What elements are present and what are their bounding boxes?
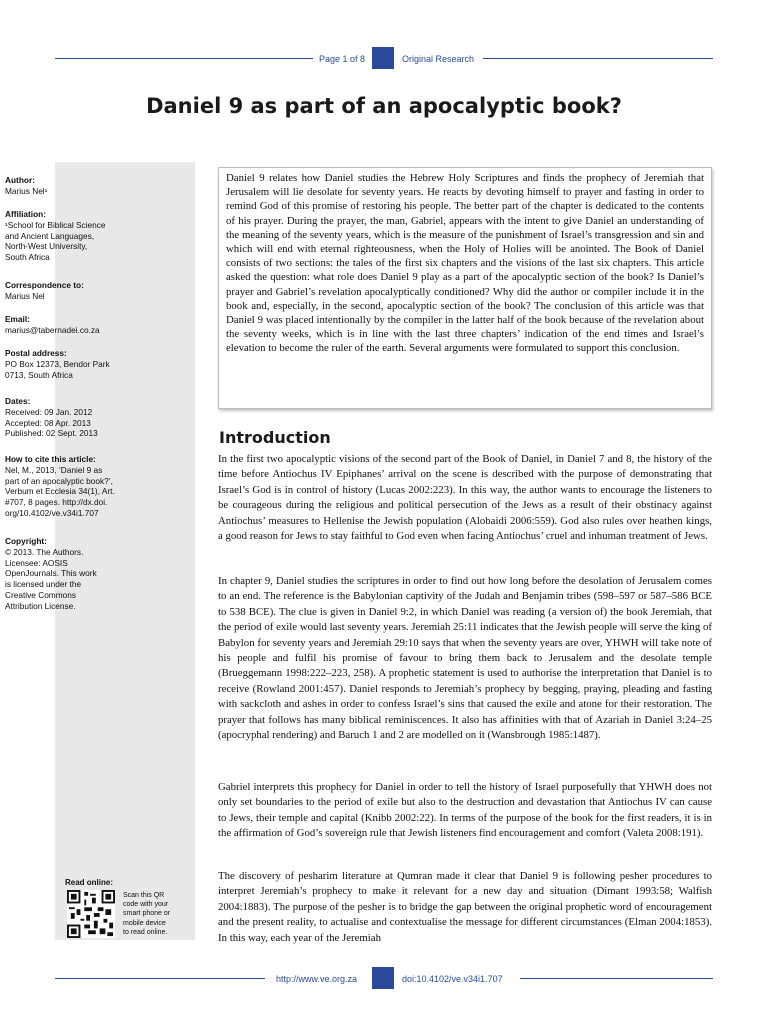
cite-block [5, 454, 137, 519]
email-link[interactable]: marius@tabernadei.co.za [5, 324, 100, 335]
author-block [5, 175, 137, 197]
affiliation-line: South Africa [5, 252, 50, 263]
abstract-text: Daniel 9 relates how Daniel studies the Hebrew Holy Scriptures and finds the prophecy of Jeremiah that Jerusalem will lie desolate for seventy years. He reacts by devoting himself to prayer and fasting in order to remind God of this promise of restoring his people. The better part of the chapter is dedicated to the contents of his prayer. During the prayer, the man, Gabriel, appears with the intent to give Daniel an understanding of the meaning of the seventy years, which is the measure of the punishment of Israel’s transgression and sin and which will end with eternal righteousness, when the Holy of Holies will be anointed. The Book of Daniel consists of two sections: the tales of the first six chapters and the visions of the last six chapters. This article asked the question: what role does Daniel 9 play as a part of the apocalyptic section of the book? Is Daniel’s prayer and Gabriel’s revelation apocalyptically conditioned? Why did the author or compiler include it in the book and, especially, in the second, apocalyptic section of the book? The conclusion of this article was that Daniel 9 was placed intentionally by the compiler in the latter half of the book because of the revelation about the seventy weeks, which is in line with the last three chapters’ indication of the end times and Israel’s elevation to become the ruler of the earth. Several arguments were formulated to support this conclusion. [226, 172, 704, 355]
header-rule-left [55, 58, 313, 59]
footer-rule-left [55, 978, 265, 979]
section-heading-introduction: Introduction [219, 428, 331, 447]
copyright-line: OpenJournals. This work [5, 568, 97, 579]
correspondence-value: Marius Nel [5, 290, 45, 301]
affiliation-line: and Ancient Languages, [5, 230, 95, 241]
copyright-label: Copyright: [5, 536, 47, 546]
author-label: Author: [5, 175, 35, 185]
body-paragraph: In chapter 9, Daniel studies the scriptures in order to find out how long before the desolation of Jerusalem comes to an end. The reference is the Babylonian captivity of the Judah and Benjamin tribes (598–597 or 587–586 BCE to 538 BCE). The clue is given in Daniel 9:2, in which Daniel was reading (a version of) the book Jeremiah, that the period of exile would last seventy years. Jeremiah 25:11 indicates that the Jewish people will serve the king of Babylon for seventy years and Jeremiah 29:10 says that when the seventy years are over, YHWH will take note of his people and fulfil his promise of favour to bring them back to Jerusalem and the desolate temple (Brueggemann 1998:222–223, 258). A prophetic statement is used to authorise the interpretation that Daniel is to receive (Rowland 2001:457). Daniel responds to Jeremiah’s prophecy by begging, praying, pleading and fasting with sackcloth and ashes in order to confess Israel’s sins that caused the exile and atone for their restoration. The prayer that follows has many biblical reminiscences. It also has affinities with that of Azariah in Daniel 3:24–25 (apocryphal rendering) and Baruch 1 and 2 are modelled on it (Wansbrough 1985:1487). [218, 575, 712, 742]
qr-code-icon[interactable] [67, 890, 115, 938]
qr-text-line: to read online. [123, 928, 168, 936]
page-title: Daniel 9 as part of an apocalyptic book? [146, 94, 622, 118]
copyright-line: Attribution License. [5, 600, 76, 611]
cite-line: Verbum et Ecclesia 34(1), Art. [5, 486, 115, 497]
correspondence-block [5, 280, 137, 302]
email-label: Email: [5, 314, 30, 324]
body-paragraph: The discovery of pesharim literature at Qumran made it clear that Daniel 9 is following pesher procedures to interpret Jeremiah’s prophecy to make it relevant for a new day and situation (Dimant 1993:58; Walfish 2004:1883). The purpose of the pesher is to bridge the gap between the original prophetic word of encouragement and the present reality, to actualise and contextualise the message for different circumstances (Elman 2004:1853). In this way, each year of the Jeremiah [218, 870, 712, 944]
affiliation-block [5, 209, 137, 263]
qr-text-line: Scan this QR [123, 892, 165, 899]
section-label: Original Research [402, 54, 475, 64]
footer-rule-right [520, 978, 713, 979]
affiliation-line: North-West University, [5, 241, 88, 252]
footer-url-link[interactable]: http://www.ve.org.za [276, 974, 358, 984]
date-accepted: Accepted: 08 Apr. 2013 [5, 417, 91, 428]
qr-text-line: mobile device [123, 919, 166, 927]
affiliation-label: Affiliation: [5, 209, 47, 219]
qr-instructions [123, 891, 188, 937]
qr-text-line: smart phone or [123, 910, 171, 918]
footer-doi-link[interactable]: doi:10.4102/ve.v34i1.707 [402, 974, 503, 984]
copyright-line: is licensed under the [5, 579, 82, 590]
qr-text-line: code with your [123, 901, 169, 909]
cite-doi-link[interactable]: org/10.4102/ve.v34i1.707 [5, 507, 99, 518]
postal-line: PO Box 12373, Bendor Park [5, 358, 110, 369]
postal-block [5, 348, 137, 380]
dates-block [5, 396, 137, 439]
dates-label: Dates: [5, 396, 31, 406]
abstract-box [218, 167, 712, 409]
page-number: Page 1 of 8 [319, 54, 366, 64]
affiliation-line: ¹School for Biblical Science [5, 219, 106, 230]
header-square [372, 47, 394, 69]
postal-label: Postal address: [5, 348, 67, 358]
date-received: Received: 09 Jan. 2012 [5, 406, 93, 417]
cite-line: Nel, M., 2013, ‘Daniel 9 as [5, 464, 103, 475]
correspondence-label: Correspondence to: [5, 280, 84, 290]
footer-square [372, 967, 394, 989]
cite-line: #707, 8 pages. http://dx.doi. [5, 497, 108, 508]
copyright-line: Licensee: AOSIS [5, 557, 68, 568]
author-value: Marius Nel¹ [5, 185, 48, 196]
cite-line: part of an apocalyptic book?’, [5, 475, 113, 486]
body-paragraph: Gabriel interprets this prophecy for Daniel in order to tell the history of Israel purposefully that YHWH does not only set boundaries to the period of exile but also to the destruction and devastation that Antiochus IV can cause to Jews, their temple and capital (Knibb 2002:22). In terms of the purpose of the book for the first readers, it is in the affirmation of God’s sovereign rule that Jewish listeners find encouragement and comfort (Valeta 2008:191). [218, 781, 712, 840]
email-block [5, 314, 137, 336]
copyright-line: © 2013. The Authors. [5, 546, 84, 557]
date-published: Published: 02 Sept. 2013 [5, 428, 98, 439]
cite-label: How to cite this article: [5, 454, 96, 464]
read-online-label: Read online: [65, 878, 114, 887]
body-paragraph: In the first two apocalyptic visions of the second part of the Book of Daniel, in Daniel 7 and 8, the history of the time before Antiochus IV Epiphanes’ arrival on the scene is described with the purpose of demonstrating that Israel’s God is in control of history (Lucas 2002:223). In this way, the author wants to encourage the listeners to be courageous during the religious and political persecution of the Jews as a result of their obstinacy against Antiochus’ measures to Hellenise the Jewish population (Alobaidi 2006:559). God also rules over heathen kings, a good reason for Jews to stay faithful to God even when facing Antiochus’ cruel and inhuman treatment of Jews. [218, 453, 712, 543]
header-rule-right [483, 58, 713, 59]
copyright-line: Creative Commons [5, 589, 77, 600]
postal-line: 0713, South Africa [5, 369, 73, 380]
copyright-block [5, 536, 137, 612]
